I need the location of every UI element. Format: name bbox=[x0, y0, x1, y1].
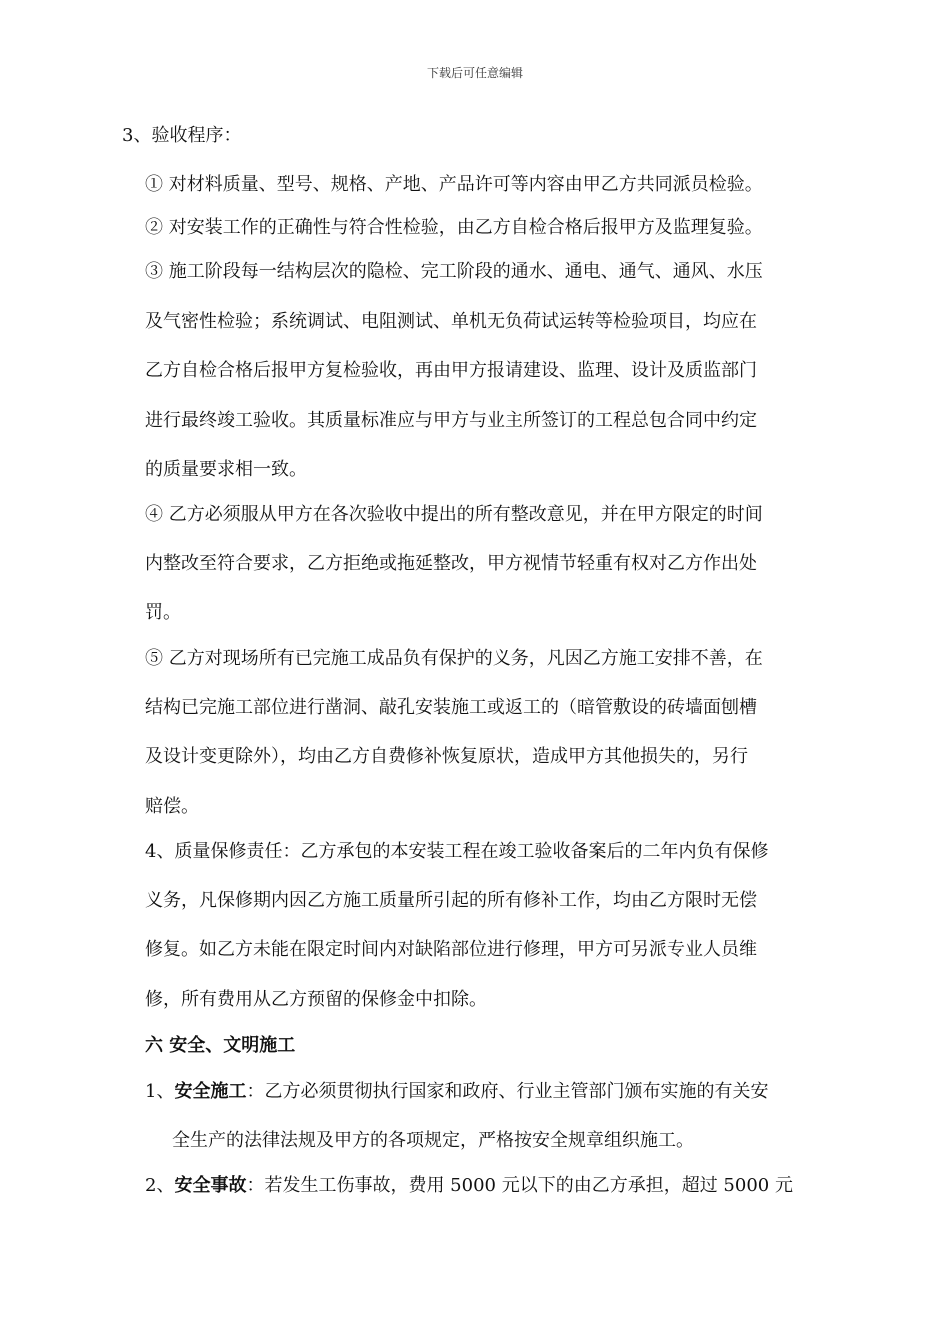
paragraph-line: 结构已完施工部位进行凿洞、敲孔安装施工或返工的（暗管敷设的砖墙面刨槽 bbox=[145, 697, 757, 718]
paragraph-line: 义务，凡保修期内因乙方施工质量所引起的所有修补工作，均由乙方限时无偿 bbox=[145, 890, 757, 911]
paragraph-line: 的质量要求相一致。 bbox=[145, 459, 307, 480]
paragraph-line: 进行最终竣工验收。其质量标准应与甲方与业主所签订的工程总包合同中约定 bbox=[145, 410, 757, 431]
item-number: 2、 bbox=[145, 1175, 175, 1196]
paragraph-line: 及设计变更除外），均由乙方自费修补恢复原状，造成甲方其他损失的，另行 bbox=[145, 746, 748, 767]
paragraph-line: ② 对安装工作的正确性与符合性检验，由乙方自检合格后报甲方及监理复验。 bbox=[145, 217, 763, 238]
page-header: 下载后可任意编辑 bbox=[426, 66, 523, 80]
safety-item-1 bbox=[145, 1080, 768, 1104]
safety-item-2 bbox=[145, 1174, 793, 1198]
paragraph-line: 赔偿。 bbox=[145, 796, 199, 817]
paragraph-line: 及气密性检验；系统调试、电阻测试、单机无负荷试运转等检验项目，均应在 bbox=[145, 311, 757, 332]
paragraph-line: ① 对材料质量、型号、规格、产地、产品许可等内容由甲乙方共同派员检验。 bbox=[145, 174, 763, 195]
paragraph-line: ④ 乙方必须服从甲方在各次验收中提出的所有整改意见，并在甲方限定的时间 bbox=[145, 504, 763, 525]
paragraph-line: ⑤ 乙方对现场所有已完施工成品负有保护的义务，凡因乙方施工安排不善，在 bbox=[145, 648, 763, 669]
paragraph-line: 乙方自检合格后报甲方复检验收，再由甲方报请建设、监理、设计及质监部门 bbox=[145, 360, 757, 381]
paragraph-line: 内整改至符合要求，乙方拒绝或拖延整改，甲方视情节轻重有权对乙方作出处 bbox=[145, 553, 757, 574]
item-label: 安全施工 bbox=[174, 1081, 247, 1102]
paragraph-line: 罚。 bbox=[145, 602, 181, 623]
item-label: 安全事故 bbox=[174, 1175, 247, 1196]
section-heading-warranty: 4、质量保修责任：乙方承包的本安装工程在竣工验收备案后的二年内负有保修 bbox=[145, 841, 769, 862]
item-text: ：若发生工伤事故，费用 5000 元以下的由乙方承担，超过 5000 元 bbox=[246, 1175, 793, 1196]
paragraph-line: 修，所有费用从乙方预留的保修金中扣除。 bbox=[145, 989, 487, 1010]
paragraph-line: 修复。如乙方未能在限定时间内对缺陷部位进行修理，甲方可另派专业人员维 bbox=[145, 939, 757, 960]
item-text: ：乙方必须贯彻执行国家和政府、行业主管部门颁布实施的有关安 bbox=[246, 1081, 769, 1102]
item-number: 1、 bbox=[145, 1081, 175, 1102]
section-6-heading: 六 安全、文明施工 bbox=[145, 1035, 296, 1056]
paragraph-line: 全生产的法律法规及甲方的各项规定，严格按安全规章组织施工。 bbox=[172, 1130, 694, 1151]
paragraph-line: ③ 施工阶段每一结构层次的隐检、完工阶段的通水、通电、通气、通风、水压 bbox=[145, 261, 763, 282]
section-heading-acceptance: 3、验收程序： bbox=[122, 125, 242, 146]
